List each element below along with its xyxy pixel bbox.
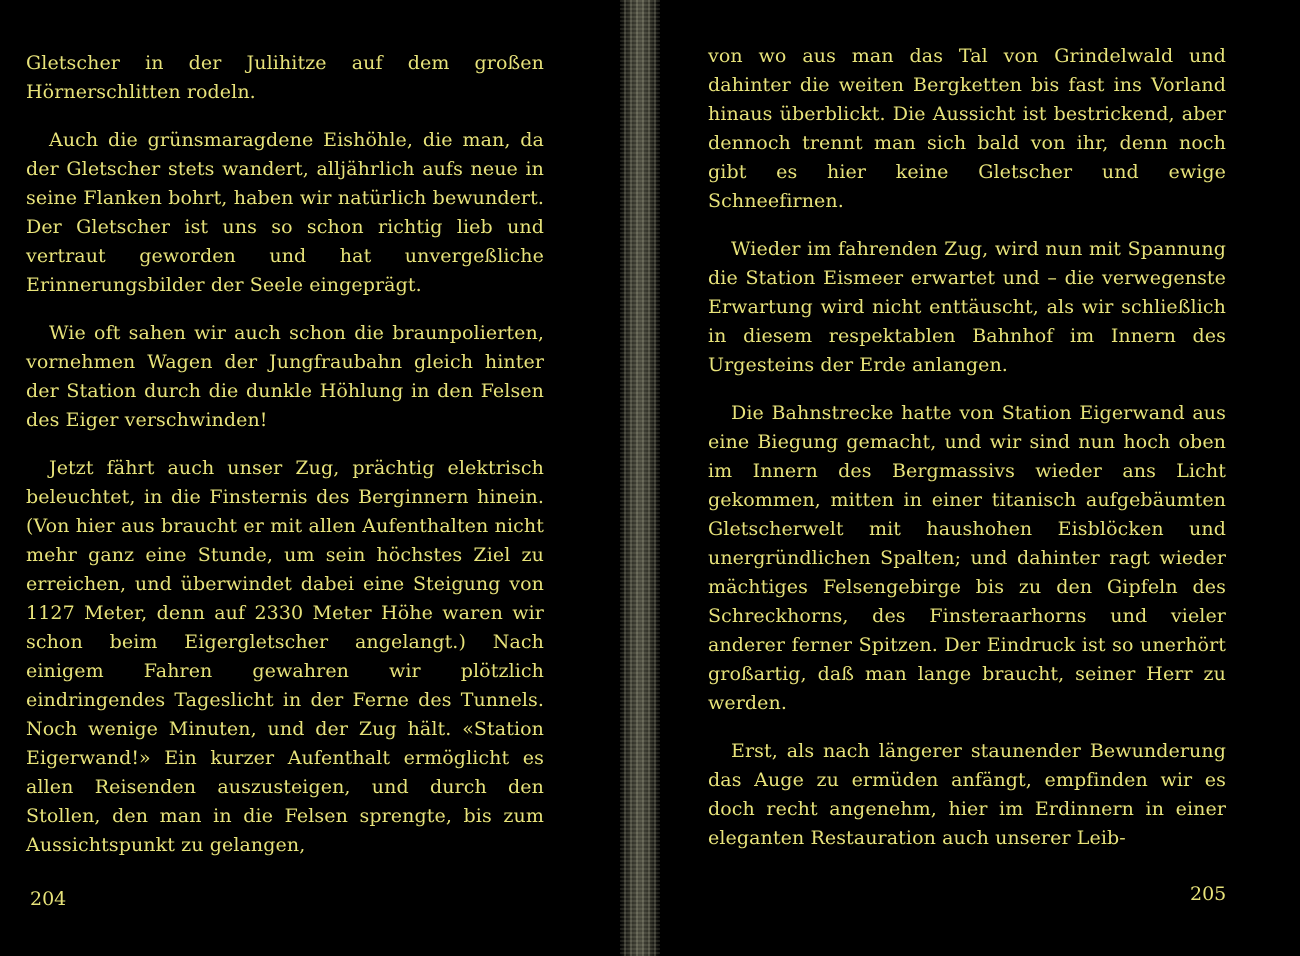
left-paragraph-2: Auch die grünsmaragdene Eishöhle, die man, da der Gletscher stets wandert, alljährlich aufs neue in seine Flanken bohrt, haben wir natürlich bewundert. Der Gletscher ist uns so schon richtig lieb und vertraut geworden und hat unvergeßliche Erinnerungsbilder der Seele eingeprägt. (26, 129, 544, 296)
left-page (0, 0, 632, 956)
left-paragraph-4: Jetzt fährt auch unser Zug, prächtig elektrisch beleuchtet, in die Finsternis des Berginnern hinein. (Von hier aus braucht er mit allen Aufenthalten nicht mehr ganz eine Stunde, um sein höchstes Ziel zu erreichen, und überwindet dabei eine Steigung von 1127 Meter, denn auf 2330 Meter Höhe waren wir schon beim Eigergletscher angelangt.) Nach einigem Fahren gewahren wir plötzlich eindringendes Tageslicht in der Ferne des Tunnels. Noch wenige Minuten, und der Zug hält. «Station Eigerwand!» Ein kurzer Aufenthalt ermöglicht es allen Reisenden auszusteigen, und durch den Stollen, den man in die Felsen sprengte, bis zum Aussichtspunkt zu gelangen, (26, 457, 544, 856)
book-gutter (620, 0, 660, 956)
left-page-text (26, 49, 544, 879)
right-paragraph-4: Erst, als nach längerer staunender Bewunderung das Auge zu ermüden anfängt, empfinden wir es doch recht angenehm, hier im Erdinnern in einer eleganten Restauration auch unserer Leib- (708, 740, 1226, 849)
left-page-number: 204 (30, 888, 67, 910)
right-page-number: 205 (1190, 883, 1227, 905)
right-paragraph-1: von wo aus man das Tal von Grindelwald und dahinter die weiten Bergketten bis fast ins Vorland hinaus überblickt. Die Aussicht ist bestrickend, aber dennoch trennt man sich bald von ihr, denn noch gibt es hier keine Gletscher und ewige Schneefirnen. (708, 45, 1226, 212)
right-page-text (708, 42, 1226, 872)
right-paragraph-2: Wieder im fahrenden Zug, wird nun mit Spannung die Station Eismeer erwartet und – die verwegenste Erwartung wird nicht enttäuscht, als wir schließlich in diesem respektablen Bahnhof im Innern des Urgesteins der Erde anlangen. (708, 238, 1226, 376)
right-page (656, 0, 1300, 956)
left-paragraph-3: Wie oft sahen wir auch schon die braunpolierten, vornehmen Wagen der Jungfraubahn gleich hinter der Station durch die dunkle Höhlung in den Felsen des Eiger verschwinden! (26, 322, 544, 431)
left-paragraph-1: Gletscher in der Julihitze auf dem großen Hörnerschlitten rodeln. (26, 52, 544, 103)
right-paragraph-3: Die Bahnstrecke hatte von Station Eigerwand aus eine Biegung gemacht, und wir sind nun hoch oben im Innern des Bergmassivs wieder ans Licht gekommen, mitten in einer titanisch aufgebäumten Gletscherwelt mit haushohen Eisblöcken und unergründlichen Spalten; und dahinter ragt wieder mächtiges Felsengebirge bis zu den Gipfeln des Schreckhorns, des Finsteraarhorns und vieler anderer ferner Spitzen. Der Eindruck ist so unerhört großartig, daß man lange braucht, seiner Herr zu werden. (708, 402, 1226, 714)
